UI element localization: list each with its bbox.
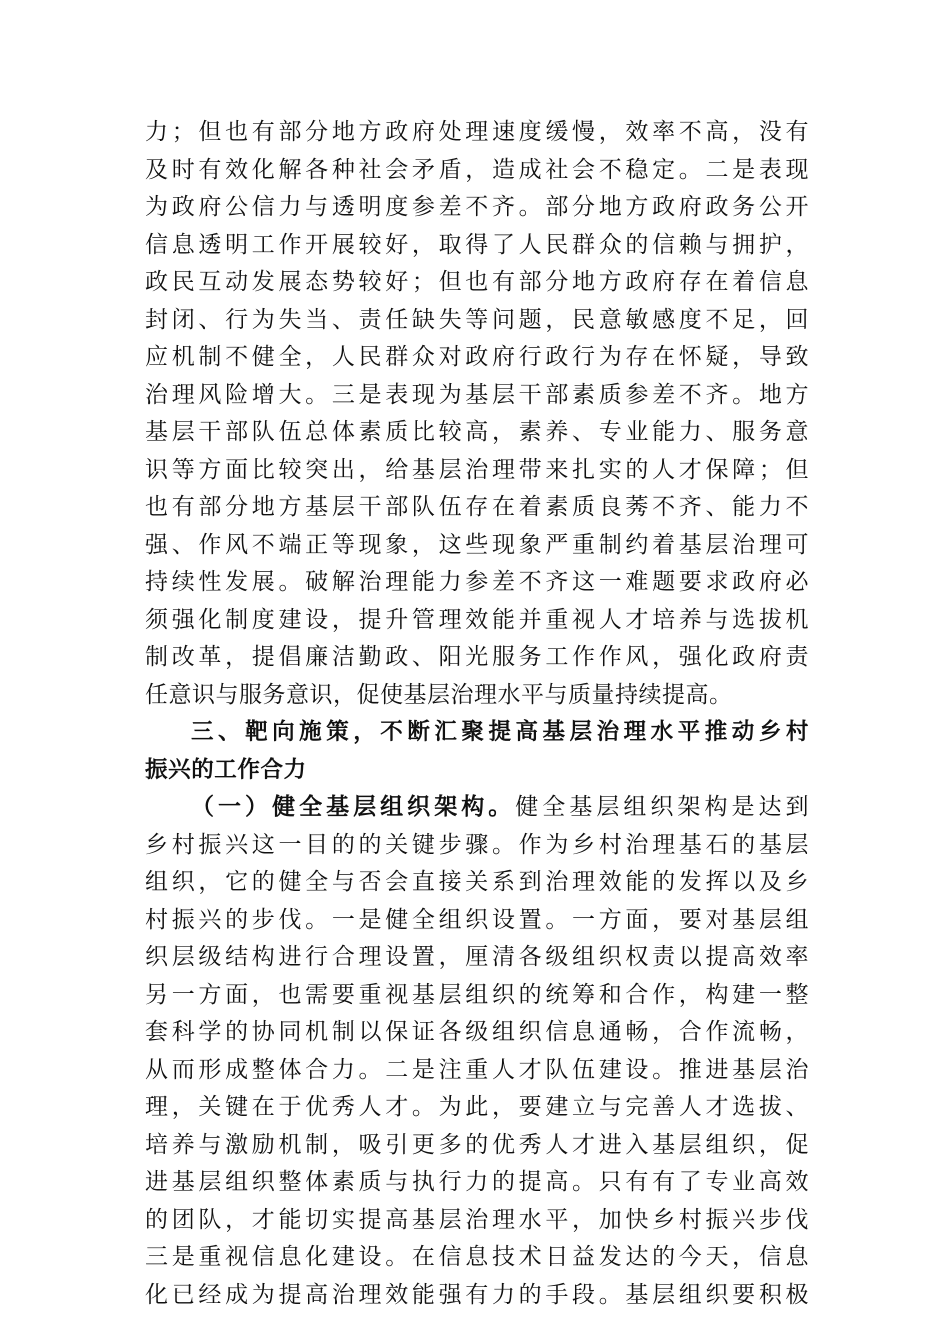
subsection-lead: （一）健全基层组织架构。 [191, 794, 516, 820]
text-line: 织层级结构进行合理设置，厘清各级组织权责以提高效率 [145, 944, 809, 970]
text-line: 的团队，才能切实提高基层治理水平，加快乡村振兴步伐 [145, 1206, 809, 1233]
text-line: 识等方面比较突出，给基层治理带来扎实的人才保障；但 [145, 456, 809, 483]
text-line: 组织，它的健全与否会直接关系到治理效能的发挥以及乡 [145, 869, 809, 895]
text-line: 任意识与服务意识，促使基层治理水平与质量持续提高。 [145, 681, 733, 708]
text-line: 制改革，提倡廉洁勤政、阳光服务工作作风，强化政府责 [145, 644, 809, 670]
document-page [145, 114, 809, 1314]
text-line: 三是重视信息化建设。在信息技术日益发达的今天，信息 [145, 1244, 809, 1270]
paragraph-organization-structure [145, 789, 809, 1314]
section-heading [145, 714, 809, 789]
text-line: 化已经成为提高治理效能强有力的手段。基层组织要积极 [145, 1281, 809, 1308]
text-line: 强、作风不端正等现象，这些现象严重制约着基层治理可 [145, 531, 809, 558]
text-line: 应机制不健全，人民群众对政府行政行为存在怀疑，导致 [145, 344, 809, 370]
text-line: 为政府公信力与透明度参差不齐。部分地方政府政务公开 [145, 194, 809, 220]
text-line: 及时有效化解各种社会矛盾，造成社会不稳定。二是表现 [145, 156, 809, 183]
text-line: 乡村振兴这一目的的关键步骤。作为乡村治理基石的基层 [145, 831, 809, 858]
text-line-first [145, 789, 809, 827]
text-line: 理，关键在于优秀人才。为此，要建立与完善人才选拔、 [145, 1094, 809, 1120]
text-line: 封闭、行为失当、责任缺失等问题，民意敏感度不足，回 [145, 306, 809, 333]
text-line: 须强化制度建设，提升管理效能并重视人才培养与选拔机 [145, 606, 809, 633]
text-line: 培养与激励机制，吸引更多的优秀人才进入基层组织，促 [145, 1131, 809, 1158]
text-line: 政民互动发展态势较好；但也有部分地方政府存在着信息 [145, 269, 809, 295]
text-line: 从而形成整体合力。二是注重人才队伍建设。推进基层治 [145, 1056, 809, 1083]
text-line: 力；但也有部分地方政府处理速度缓慢，效率不高，没有 [145, 119, 809, 145]
text-line: 进基层组织整体素质与执行力的提高。只有有了专业高效 [145, 1169, 809, 1195]
text-line: 基层干部队伍总体素质比较高，素养、专业能力、服务意 [145, 419, 809, 445]
text-line: 也有部分地方基层干部队伍存在着素质良莠不齐、能力不 [145, 494, 809, 520]
text-line: 持续性发展。破解治理能力参差不齐这一难题要求政府必 [145, 569, 809, 595]
heading-line: 三、靶向施策，不断汇聚提高基层治理水平推动乡村 [191, 719, 809, 745]
text-line: 治理风险增大。三是表现为基层干部素质参差不齐。地方 [145, 381, 809, 408]
text-line: 另一方面，也需要重视基层组织的统筹和合作，构建一整 [145, 981, 809, 1008]
text-line: 村振兴的步伐。一是健全组织设置。一方面，要对基层组 [145, 906, 809, 933]
paragraph-governance-gaps [145, 114, 809, 714]
heading-line: 振兴的工作合力 [145, 756, 307, 783]
text-run: 健全基层组织架构是达到 [515, 794, 810, 820]
text-line: 套科学的协同机制以保证各级组织信息通畅，合作流畅， [145, 1019, 809, 1045]
text-line: 信息透明工作开展较好，取得了人民群众的信赖与拥护， [145, 231, 809, 258]
